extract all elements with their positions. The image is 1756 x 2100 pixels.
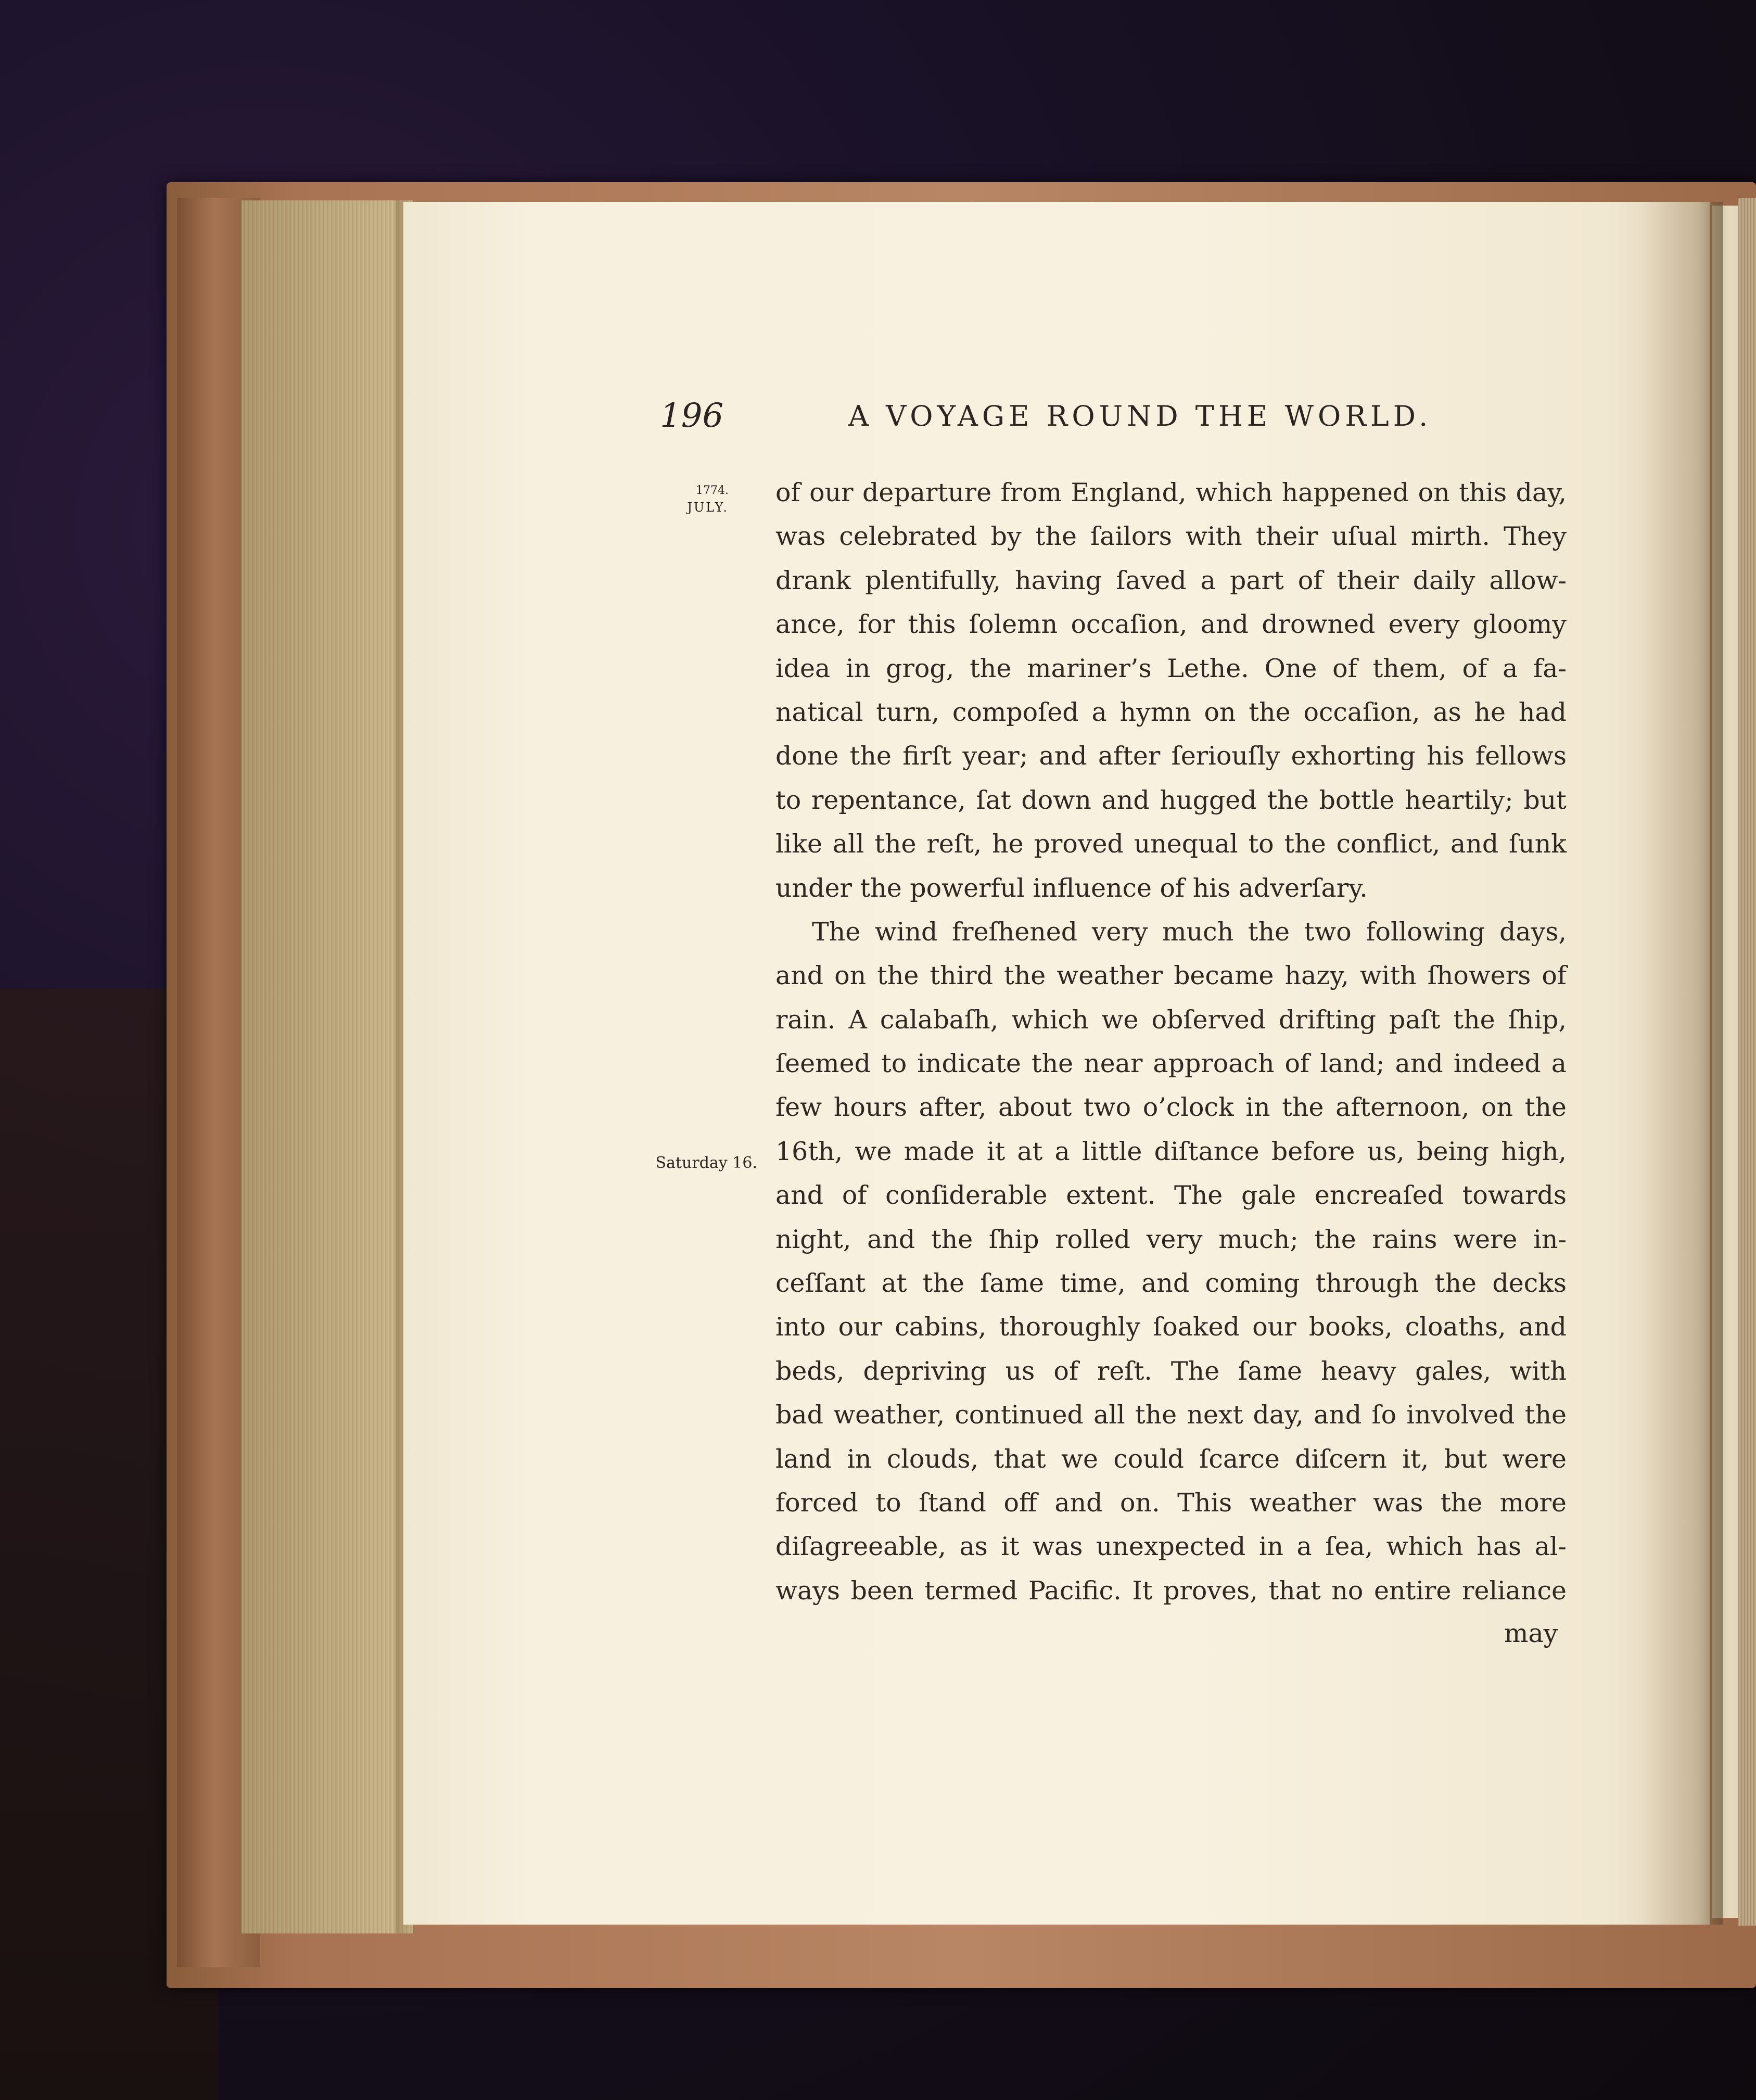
text-line: ceſſant at the ſame time, and coming through the decks [775, 1268, 1567, 1299]
text-line: forced to ſtand off and on. This weather was the more [775, 1487, 1567, 1518]
page-block-edges [239, 200, 413, 1933]
text-line: into our cabins, thoroughly ſoaked our books, cloaths, and [775, 1312, 1567, 1342]
text-line-paragraph-start: The wind freſhened very much the two following days, [812, 917, 1567, 947]
text-line: bad weather, continued all the next day, and ſo involved the [775, 1400, 1567, 1430]
running-title: A VOYAGE ROUND THE WORLD. [848, 400, 1432, 432]
body-text [775, 471, 1567, 1613]
text-line-paragraph-end: under the powerful influence of his adverſary. [775, 873, 1368, 903]
page-number: 196 [660, 397, 724, 435]
facing-page-edges [1738, 198, 1756, 1926]
text-line: ance, for this ſolemn occaſion, and drowned every gloomy [775, 609, 1567, 640]
text-line: beds, depriving us of reſt. The ſame heavy gales, with [775, 1356, 1567, 1386]
text-line: diſagreeable, as it was unexpected in a ſea, which has al- [775, 1532, 1567, 1562]
text-line: few hours after, about two o’clock in the afternoon, on the [775, 1092, 1567, 1123]
margin-note-year: 1774. [696, 484, 729, 497]
text-line: ways been termed Pacific. It proves, that no entire reliance [775, 1575, 1567, 1606]
text-line: 16th, we made it at a little diſtance before us, being high, [775, 1136, 1567, 1166]
text-line: to repentance, ſat down and hugged the bottle heartily; but [775, 785, 1567, 815]
catchword: may [1504, 1619, 1558, 1648]
text-line: and of conſiderable extent. The gale encreaſed towards [775, 1180, 1567, 1211]
text-line: like all the reſt, he proved unequal to the conflict, and ſunk [775, 829, 1567, 859]
text-line: done the firſt year; and after ſeriouſly exhorting his fellows [775, 741, 1567, 771]
text-line: ſeemed to indicate the near approach of land; and indeed a [775, 1049, 1567, 1079]
text-line: rain. A calabaſh, which we obſerved drifting paſt the ſhip, [775, 1004, 1567, 1035]
text-line: was celebrated by the ſailors with their uſual mirth. They [775, 521, 1567, 552]
margin-note-month: JULY. [687, 500, 729, 515]
text-line: idea in grog, the mariner’s Lethe. One of them, of a fa- [775, 653, 1567, 683]
text-line: natical turn, compoſed a hymn on the occaſion, as he had [775, 697, 1567, 727]
text-line: drank plentifully, having ſaved a part of their daily allow- [775, 565, 1567, 595]
text-line: and on the third the weather became hazy, with ſhowers of [775, 961, 1567, 991]
margin-note-date: Saturday 16. [655, 1154, 757, 1172]
text-line: land in clouds, that we could ſcarce diſcern it, but were [775, 1444, 1567, 1474]
text-line: night, and the ſhip rolled very much; the rains were in- [775, 1224, 1567, 1254]
gutter-shadow [1639, 202, 1723, 1925]
text-line: of our departure from England, which happened on this day, [775, 478, 1567, 507]
